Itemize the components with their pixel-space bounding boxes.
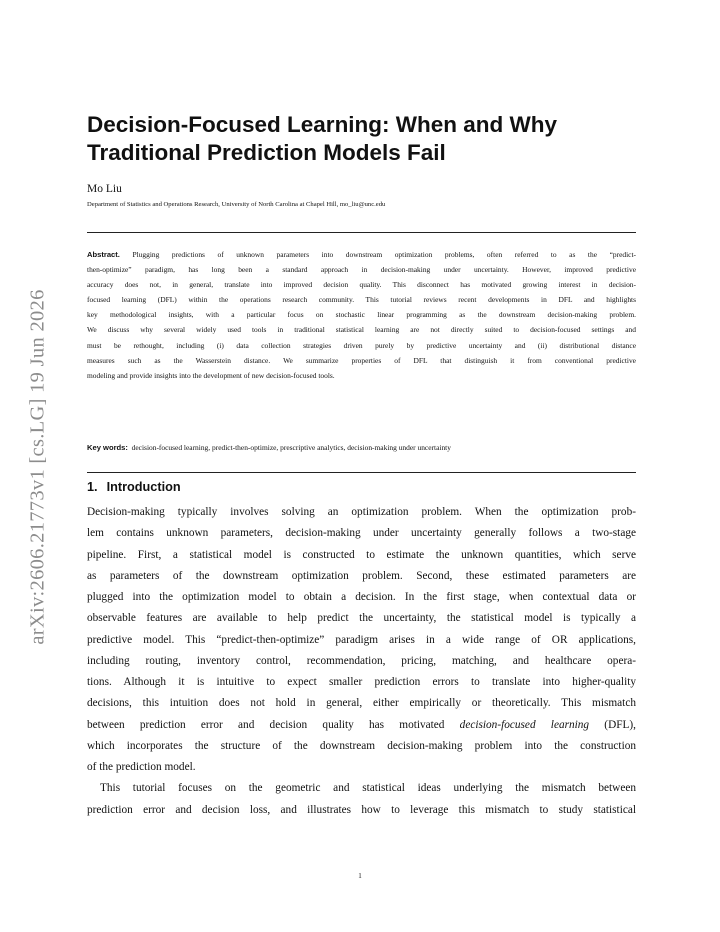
arxiv-identifier[interactable]: arXiv:2606.21773v1 [cs.LG] 19 Jun 2026 [26, 289, 49, 645]
body-line: Decision-making typically involves solving an optimization problem. When the optimization prob- [87, 506, 636, 518]
title-line: Decision-Focused Learning: When and Why [87, 112, 558, 137]
body-line: plugged into the optimization model to obtain a decision. In the first stage, when contextual data or [87, 591, 636, 603]
abstract-line: key methodological insights, with a particular focus on stochastic linear programming as the downstream decision-making problem. [87, 310, 636, 320]
body-line: observable features are available to help predict the uncertainty, the statistical model is typically a [87, 612, 636, 625]
section-number: 1. [87, 480, 98, 494]
abstract [87, 247, 636, 383]
abstract-line: then-optimize” paradigm, has long been a standard approach in decision-making under uncertainty. However, improved predictive [87, 265, 636, 275]
author-affiliation: Department of Statistics and Operations Research, University of North Carolina at Chapel Hill, mo_liu@unc.edu [87, 201, 386, 208]
body-line: lem contains unknown parameters, decision-making under uncertainty generally follows a two-stage [87, 527, 636, 540]
abstract-bottom-rule [87, 472, 636, 473]
section-title: Introduction [106, 480, 181, 494]
abstract-line: We discuss why several widely used tools in traditional statistical learning are not directly suited to decision-focused settings and [87, 325, 636, 335]
abstract-line: must be rethought, including (i) data collection strategies driven purely by predictive uncertainty and (ii) distributional distance [87, 340, 636, 350]
abstract-line: accuracy does not, in general, translate into improved decision quality. This disconnect has motivated growing interest in decision- [87, 280, 636, 290]
body-text-segment: (DFL), [589, 718, 636, 731]
abstract-label: Abstract. [87, 250, 120, 259]
body-text-segment: between prediction error and decision quality has motivated [87, 718, 460, 731]
body-line: decisions, this intuition does not hold in general, either empirically or theoretically. This mismatch [87, 697, 636, 710]
page-number: 1 [358, 872, 362, 880]
abstract-top-rule [87, 232, 636, 233]
body-line: which incorporates the structure of the downstream decision-making problem into the construction [87, 739, 636, 752]
body-line: including routing, inventory control, recommendation, pricing, matching, and healthcare opera- [87, 654, 636, 667]
body-line: of the prediction model. [87, 761, 196, 773]
author-name: Mo Liu [87, 183, 122, 195]
title-line: Traditional Prediction Models Fail [87, 140, 446, 165]
body-line [87, 715, 636, 736]
body-line: prediction error and decision loss, and illustrates how to leverage this mismatch to study statistical [87, 803, 636, 816]
body-line: as parameters of the downstream optimization problem. Second, these estimated parameters are [87, 569, 636, 582]
body-line: pipeline. First, a statistical model is constructed to estimate the unknown quantities, which serve [87, 548, 636, 561]
body-text [87, 502, 636, 821]
keywords [87, 443, 636, 452]
abstract-line: modeling and provide insights into the development of new decision-focused tools. [87, 370, 335, 380]
abstract-line [87, 247, 636, 262]
section-heading [87, 480, 181, 494]
abstract-line: focused learning (DFL) within the operations research community. This tutorial reviews recent developments in DFL and highlights [87, 295, 636, 305]
keywords-text: decision-focused learning, predict-then-optimize, prescriptive analytics, decision-making under uncertainty [131, 443, 451, 452]
paper-title [87, 111, 636, 167]
body-line: tions. Although it is intuitive to expect smaller prediction errors to translate into higher-quality [87, 676, 636, 688]
abstract-line: measures such as the Wasserstein distance. We summarize properties of DFL that distinguish it from conventional predictive [87, 355, 636, 365]
body-line: This tutorial focuses on the geometric and statistical ideas underlying the mismatch between [100, 782, 636, 795]
emphasized-term: decision-focused learning [459, 718, 590, 731]
keywords-label: Key words: [87, 443, 128, 452]
body-line: predictive model. This “predict-then-optimize” paradigm arises in a wide range of OR applications, [87, 633, 636, 646]
abstract-text: Plugging predictions of unknown parameters into downstream optimization problems, often referred to as the “predict- [132, 250, 636, 259]
